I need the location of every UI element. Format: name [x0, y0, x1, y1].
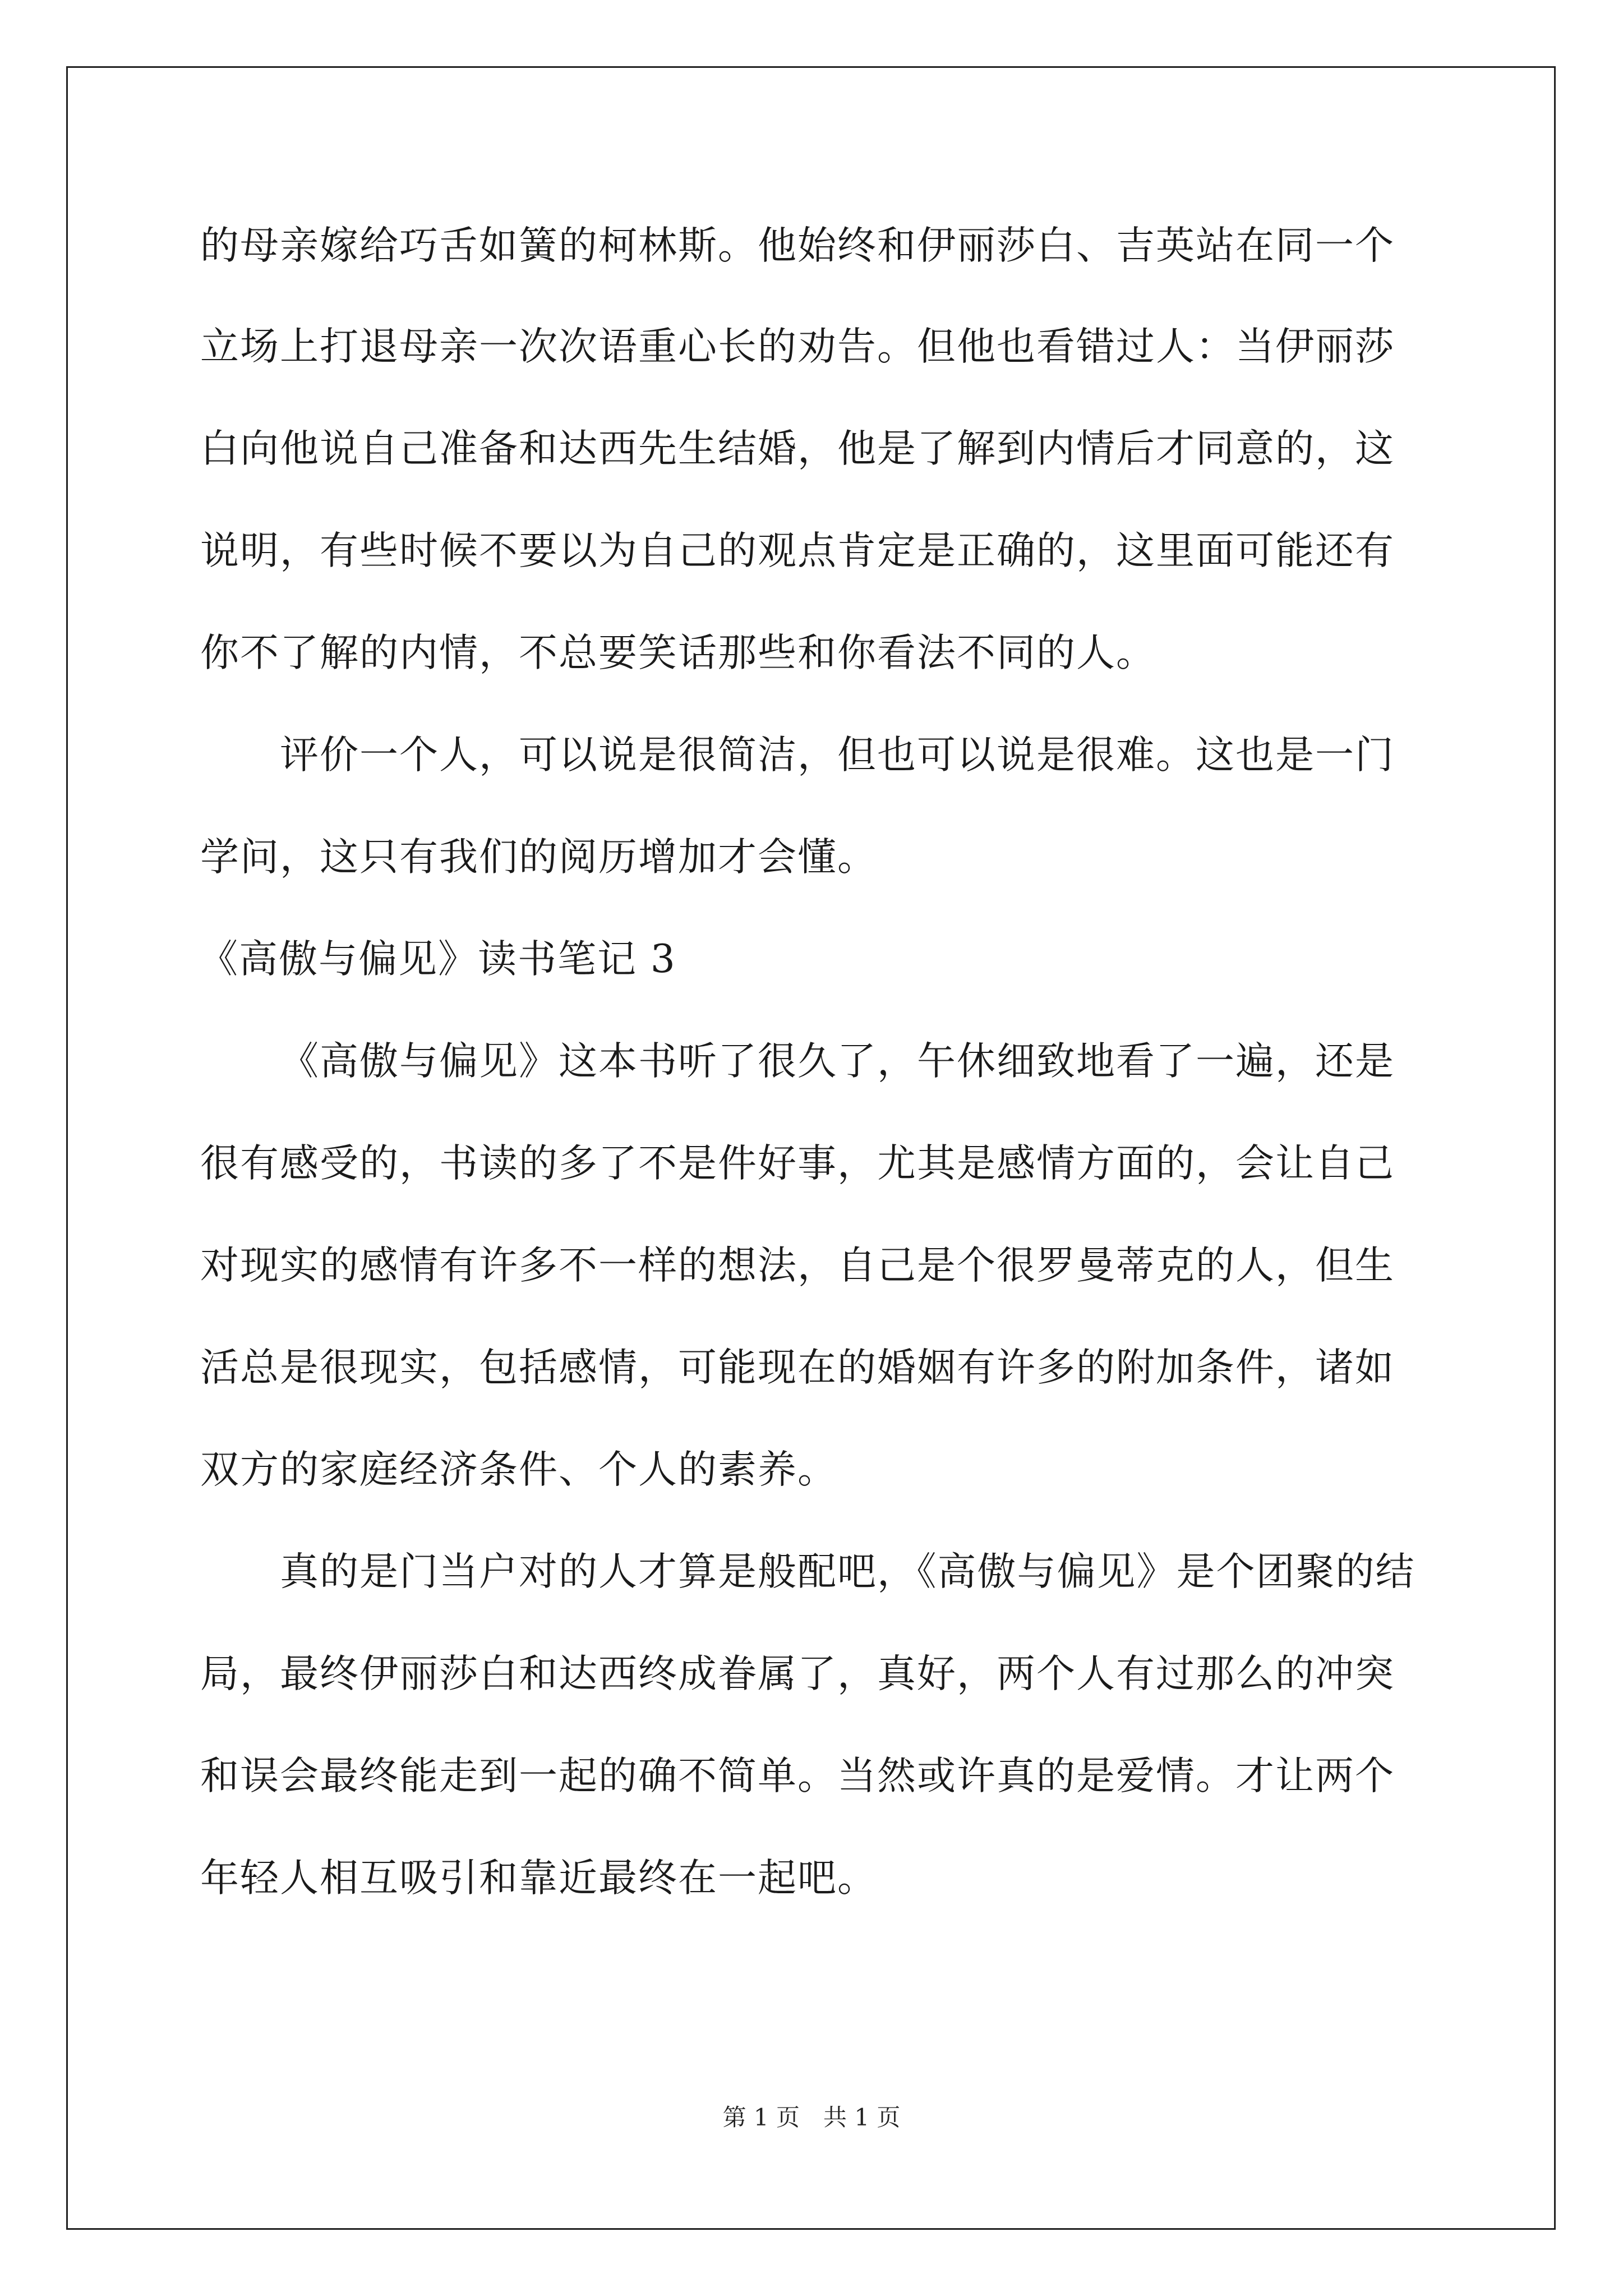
paragraph-line: 活总是很现实，包括感情，可能现在的婚姻有许多的附加条件，诸如 — [200, 1345, 1395, 1390]
paragraph-line: 评价一个人，可以说是很简洁，但也可以说是很难。这也是一门 — [280, 733, 1395, 777]
paragraph-line: 很有感受的，书读的多了不是件好事，尤其是感情方面的，会让自己 — [200, 1141, 1395, 1186]
paragraph-line: 学问，这只有我们的阅历增加才会懂。 — [200, 835, 877, 880]
paragraph-line: 白向他说自己准备和达西先生结婚，他是了解到内情后才同意的，这 — [200, 426, 1395, 471]
paragraph-line: 你不了解的内情，不总要笑话那些和你看法不同的人。 — [200, 631, 1156, 675]
paragraph-line: 的母亲嫁给巧舌如簧的柯林斯。他始终和伊丽莎白、吉英站在同一个 — [200, 223, 1395, 268]
paragraph-line: 年轻人相互吸引和靠近最终在一起吧。 — [200, 1856, 877, 1901]
page-number-footer: 第 1 页 共 1 页 — [722, 2104, 901, 2131]
paragraph-line: 对现实的感情有许多不一样的想法，自己是个很罗曼蒂克的人，但生 — [200, 1243, 1395, 1288]
section-heading: 《高傲与偏见》读书笔记 3 — [199, 937, 676, 982]
paragraph-line: 和误会最终能走到一起的确不简单。当然或许真的是爱情。才让两个 — [200, 1754, 1395, 1798]
paragraph-line: 《高傲与偏见》这本书听了很久了，午休细致地看了一遍，还是 — [280, 1039, 1395, 1084]
paragraph-line: 真的是门当户对的人才算是般配吧，《高傲与偏见》是个团聚的结 — [280, 1549, 1415, 1594]
paragraph-line: 立场上打退母亲一次次语重心长的劝告。但他也看错过人：当伊丽莎 — [200, 324, 1395, 369]
paragraph-line: 双方的家庭经济条件、个人的素养。 — [200, 1447, 837, 1492]
paragraph-line: 局，最终伊丽莎白和达西终成眷属了，真好，两个人有过那么的冲突 — [200, 1651, 1395, 1696]
paragraph-line: 说明，有些时候不要以为自己的观点肯定是正确的，这里面可能还有 — [200, 528, 1395, 573]
